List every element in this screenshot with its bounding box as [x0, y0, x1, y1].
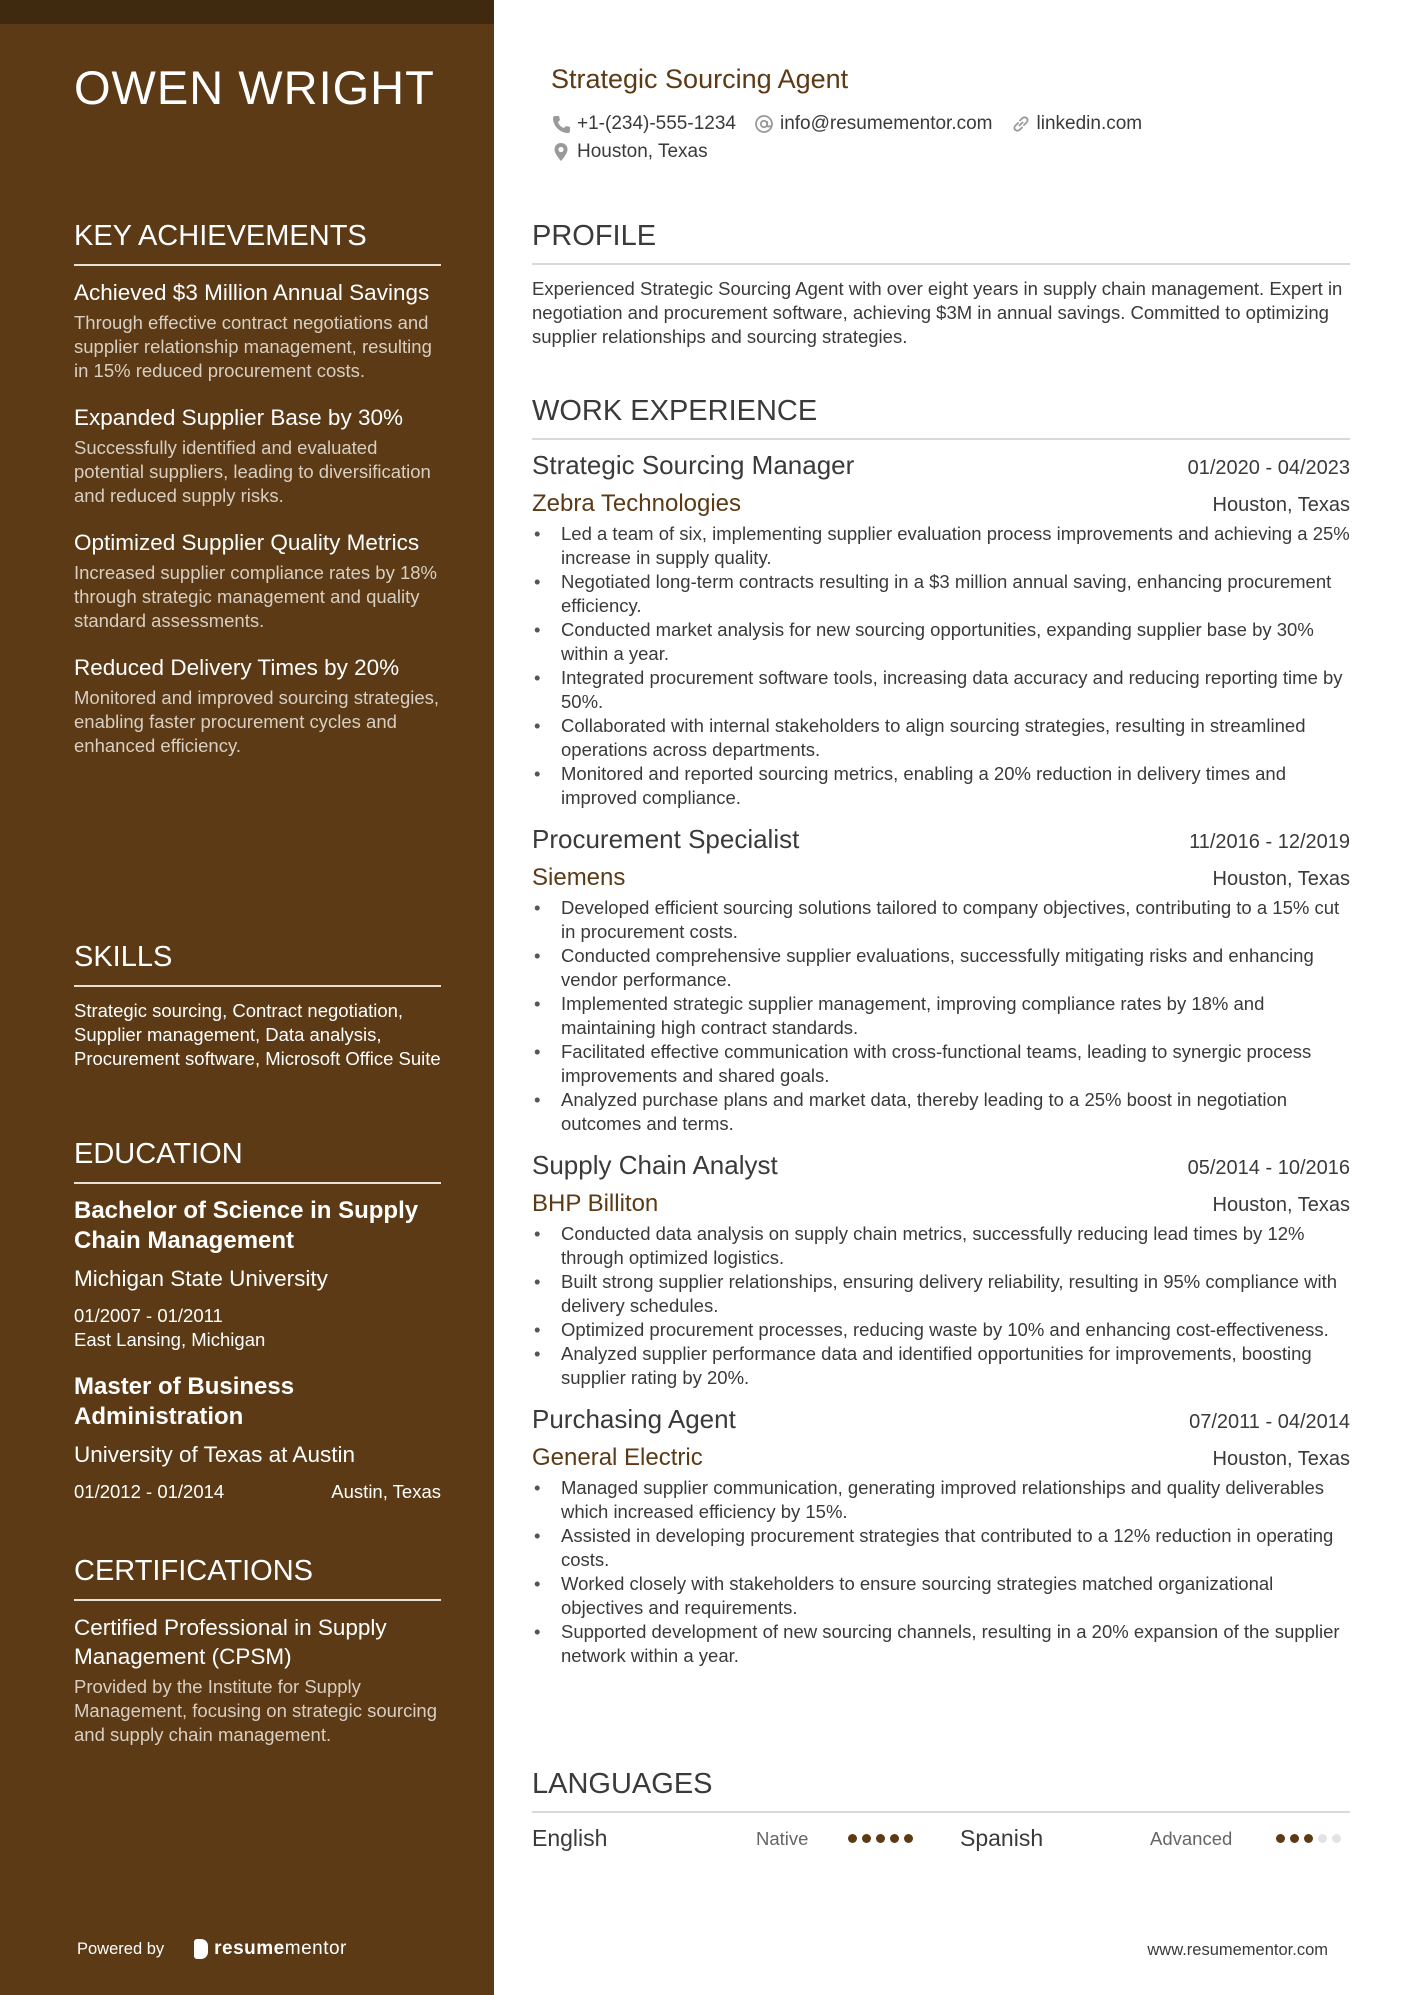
job-dates: 07/2011 - 04/2014 [1189, 1411, 1350, 1433]
language-level: Native [756, 1827, 809, 1849]
job-role: Strategic Sourcing Manager [532, 450, 855, 480]
language-rating [848, 1834, 913, 1843]
link-icon [1011, 114, 1031, 134]
rating-dot-filled [876, 1834, 885, 1843]
brand-light: mentor [284, 1938, 347, 1959]
profile-section [532, 220, 1350, 349]
school: University of Texas at Austin [74, 1442, 355, 1467]
bullet: • Conducted market analysis for new sourcing opportunities, expanding supplier base by 30% within a year. [532, 618, 1350, 666]
contact-phone[interactable] [551, 113, 736, 135]
divider [532, 263, 1350, 265]
certification-item [74, 1613, 441, 1747]
candidate-name: OWEN WRIGHT [74, 61, 435, 114]
degree: Master of Business Administration [74, 1373, 295, 1430]
bullet: • Managed supplier communication, generating improved relationships and quality deliverables which increased efficiency by 15%. [532, 1476, 1350, 1524]
job-dates: 11/2016 - 12/2019 [1189, 831, 1350, 853]
edu-location: Austin, Texas [331, 1481, 441, 1502]
bullet: • Collaborated with internal stakeholders to align sourcing strategies, resulting in streamlined operations across departments. [532, 714, 1350, 762]
skills-list: Strategic sourcing, Contract negotiation, Supplier management, Data analysis, Procurement software, Microsoft Office Suite [74, 1000, 441, 1069]
education-item [74, 1372, 441, 1504]
degree: Bachelor of Science in Supply Chain Management [74, 1197, 419, 1254]
achievement-title: Reduced Delivery Times by 20% [74, 655, 400, 680]
bullet: • Implemented strategic supplier management, improving compliance rates by 18% and maintaining high contract standards. [532, 992, 1350, 1040]
achievement-desc: Monitored and improved sourcing strategies, enabling faster procurement cycles and enhanced efficiency. [74, 687, 440, 756]
rating-dot-empty [1332, 1834, 1341, 1843]
achievement-title: Expanded Supplier Base by 30% [74, 405, 403, 430]
footer-website[interactable]: www.resumementor.com [1147, 1941, 1328, 1959]
job-location: Houston, Texas [1212, 1194, 1350, 1216]
email-text: info@resumementor.com [779, 113, 993, 134]
divider [74, 1599, 441, 1601]
sidebar [0, 0, 494, 1995]
education-heading: EDUCATION [74, 1138, 243, 1170]
job-bullets [532, 1476, 1350, 1668]
edu-dates: 01/2007 - 01/2011 [74, 1305, 223, 1326]
skills-heading: SKILLS [74, 941, 173, 973]
job-bullets [532, 522, 1350, 810]
achievement-desc: Increased supplier compliance rates by 18% through strategic management and quality standard assessments. [74, 562, 437, 631]
language-item [532, 1825, 920, 1852]
languages-heading: LANGUAGES [532, 1768, 713, 1800]
achievements-section [74, 220, 441, 758]
rating-dot-filled [904, 1834, 913, 1843]
profile-heading: PROFILE [532, 220, 657, 252]
bullet: • Built strong supplier relationships, ensuring delivery reliability, resulting in 95% compliance with delivery schedules. [532, 1270, 1350, 1318]
job-entry [532, 450, 1350, 810]
job-bullets [532, 1222, 1350, 1390]
language-item [960, 1825, 1348, 1852]
bullet: • Facilitated effective communication with cross-functional teams, leading to synergic process improvements and shared goals. [532, 1040, 1350, 1088]
bullet: • Led a team of six, implementing supplier evaluation process improvements and achieving a 25% increase in supply quality. [532, 522, 1350, 570]
divider [74, 1182, 441, 1184]
certification-title: Certified Professional in Supply Management (CPSM) [74, 1615, 387, 1669]
bullet: • Conducted data analysis on supply chain metrics, successfully reducing lead times by 12% through optimized logistics. [532, 1222, 1350, 1270]
job-entry [532, 1404, 1350, 1668]
school: Michigan State University [74, 1266, 328, 1291]
bullet: • Optimized procurement processes, reducing waste by 10% and enhancing cost-effectiveness. [532, 1318, 1350, 1342]
contact-email[interactable] [754, 113, 993, 135]
rating-dot-filled [848, 1834, 857, 1843]
job-role: Supply Chain Analyst [532, 1150, 778, 1180]
job-title: Strategic Sourcing Agent [551, 64, 849, 94]
bullet: • Integrated procurement software tools, increasing data accuracy and reducing reporting time by 50%. [532, 666, 1350, 714]
job-entry [532, 1150, 1350, 1390]
job-dates: 01/2020 - 04/2023 [1187, 457, 1350, 479]
bullet: • Negotiated long-term contracts resulting in a $3 million annual saving, enhancing procurement efficiency. [532, 570, 1350, 618]
job-role: Purchasing Agent [532, 1404, 736, 1434]
bullet: • Monitored and reported sourcing metrics, enabling a 20% reduction in delivery times and improved compliance. [532, 762, 1350, 810]
certifications-heading: CERTIFICATIONS [74, 1555, 313, 1587]
location-pin-icon [551, 142, 571, 162]
profile-text: Experienced Strategic Sourcing Agent with over eight years in supply chain management. Expert in negotiation and procurement software, achieving $3M in annual savings. Committed to optimizing supplier relationships and sourcing strategies. [532, 278, 1343, 347]
job-entry [532, 824, 1350, 1136]
rating-dot-empty [1318, 1834, 1327, 1843]
linkedin-text: linkedin.com [1036, 113, 1143, 134]
divider [532, 438, 1350, 440]
achievement-title: Optimized Supplier Quality Metrics [74, 530, 420, 555]
edu-dates: 01/2012 - 01/2014 [74, 1481, 225, 1502]
achievement-desc: Through effective contract negotiations and supplier relationship management, resulting in 15% reduced procurement costs. [74, 312, 432, 381]
powered-by-label: Powered by [77, 1939, 165, 1958]
achievements-heading: KEY ACHIEVEMENTS [74, 220, 367, 252]
contact-row-2 [551, 141, 708, 163]
job-bullets [532, 896, 1350, 1136]
rating-dot-filled [1276, 1834, 1285, 1843]
bullet: • Analyzed purchase plans and market data, thereby leading to a 25% boost in negotiation outcomes and terms. [532, 1088, 1350, 1136]
job-company: General Electric [532, 1444, 703, 1471]
sidebar-top-band [0, 0, 494, 24]
job-role: Procurement Specialist [532, 824, 800, 854]
bullet: • Worked closely with stakeholders to ensure sourcing strategies matched organizational objectives and requirements. [532, 1572, 1350, 1620]
phone-icon [551, 114, 571, 134]
language-name: Spanish [960, 1825, 1044, 1851]
logo-icon [194, 1939, 208, 1959]
achievement-item [74, 653, 441, 758]
bullet: • Developed efficient sourcing solutions tailored to company objectives, contributing to a 15% cut in procurement costs. [532, 896, 1350, 944]
experience-heading: WORK EXPERIENCE [532, 395, 818, 427]
bullet: • Conducted comprehensive supplier evaluations, successfully mitigating risks and enhancing vendor performance. [532, 944, 1350, 992]
job-location: Houston, Texas [1212, 494, 1350, 516]
achievement-item [74, 403, 441, 508]
achievement-title: Achieved $3 Million Annual Savings [74, 280, 430, 305]
rating-dot-filled [1304, 1834, 1313, 1843]
education-item [74, 1196, 441, 1352]
edu-meta [74, 1480, 441, 1504]
at-icon [754, 114, 774, 134]
bullet: • Supported development of new sourcing channels, resulting in a 20% expansion of the supplier network within a year. [532, 1620, 1350, 1668]
job-company: Zebra Technologies [532, 490, 742, 517]
languages-section [532, 1768, 1350, 1852]
contact-row [551, 113, 1142, 135]
brand-bold: resume [214, 1938, 285, 1959]
achievement-item [74, 528, 441, 633]
experience-section [532, 395, 1350, 1668]
bullet: • Analyzed supplier performance data and identified opportunities for improvements, boosting supplier rating by 20%. [532, 1342, 1350, 1390]
job-location: Houston, Texas [1212, 868, 1350, 890]
divider [532, 1811, 1350, 1813]
language-level: Advanced [1150, 1827, 1233, 1849]
job-dates: 05/2014 - 10/2016 [1187, 1157, 1350, 1179]
phone-text: +1-(234)-555-1234 [577, 113, 736, 134]
divider [74, 985, 441, 987]
bullet: • Assisted in developing procurement strategies that contributed to a 12% reduction in operating costs. [532, 1524, 1350, 1572]
language-name: English [532, 1825, 608, 1851]
location-text: Houston, Texas [577, 141, 708, 162]
job-company: Siemens [532, 864, 626, 891]
skills-section [74, 941, 441, 1071]
certification-desc: Provided by the Institute for Supply Management, focusing on strategic sourcing and supply chain management. [74, 1676, 438, 1745]
education-section [74, 1138, 441, 1504]
certifications-section [74, 1555, 441, 1747]
contact-location [551, 141, 708, 163]
powered-by [77, 1938, 347, 1960]
divider [74, 264, 441, 266]
contact-linkedin[interactable] [1011, 113, 1143, 135]
rating-dot-filled [862, 1834, 871, 1843]
resumementor-logo[interactable] [194, 1938, 347, 1960]
rating-dot-filled [890, 1834, 899, 1843]
job-company: BHP Billiton [532, 1190, 659, 1217]
edu-location: East Lansing, Michigan [74, 1329, 266, 1350]
job-location: Houston, Texas [1212, 1448, 1350, 1470]
achievement-item [74, 278, 441, 383]
language-rating [1276, 1834, 1341, 1843]
achievement-desc: Successfully identified and evaluated potential suppliers, leading to diversification and reduced supply risks. [74, 437, 431, 506]
rating-dot-filled [1290, 1834, 1299, 1843]
languages-row [532, 1825, 1350, 1852]
